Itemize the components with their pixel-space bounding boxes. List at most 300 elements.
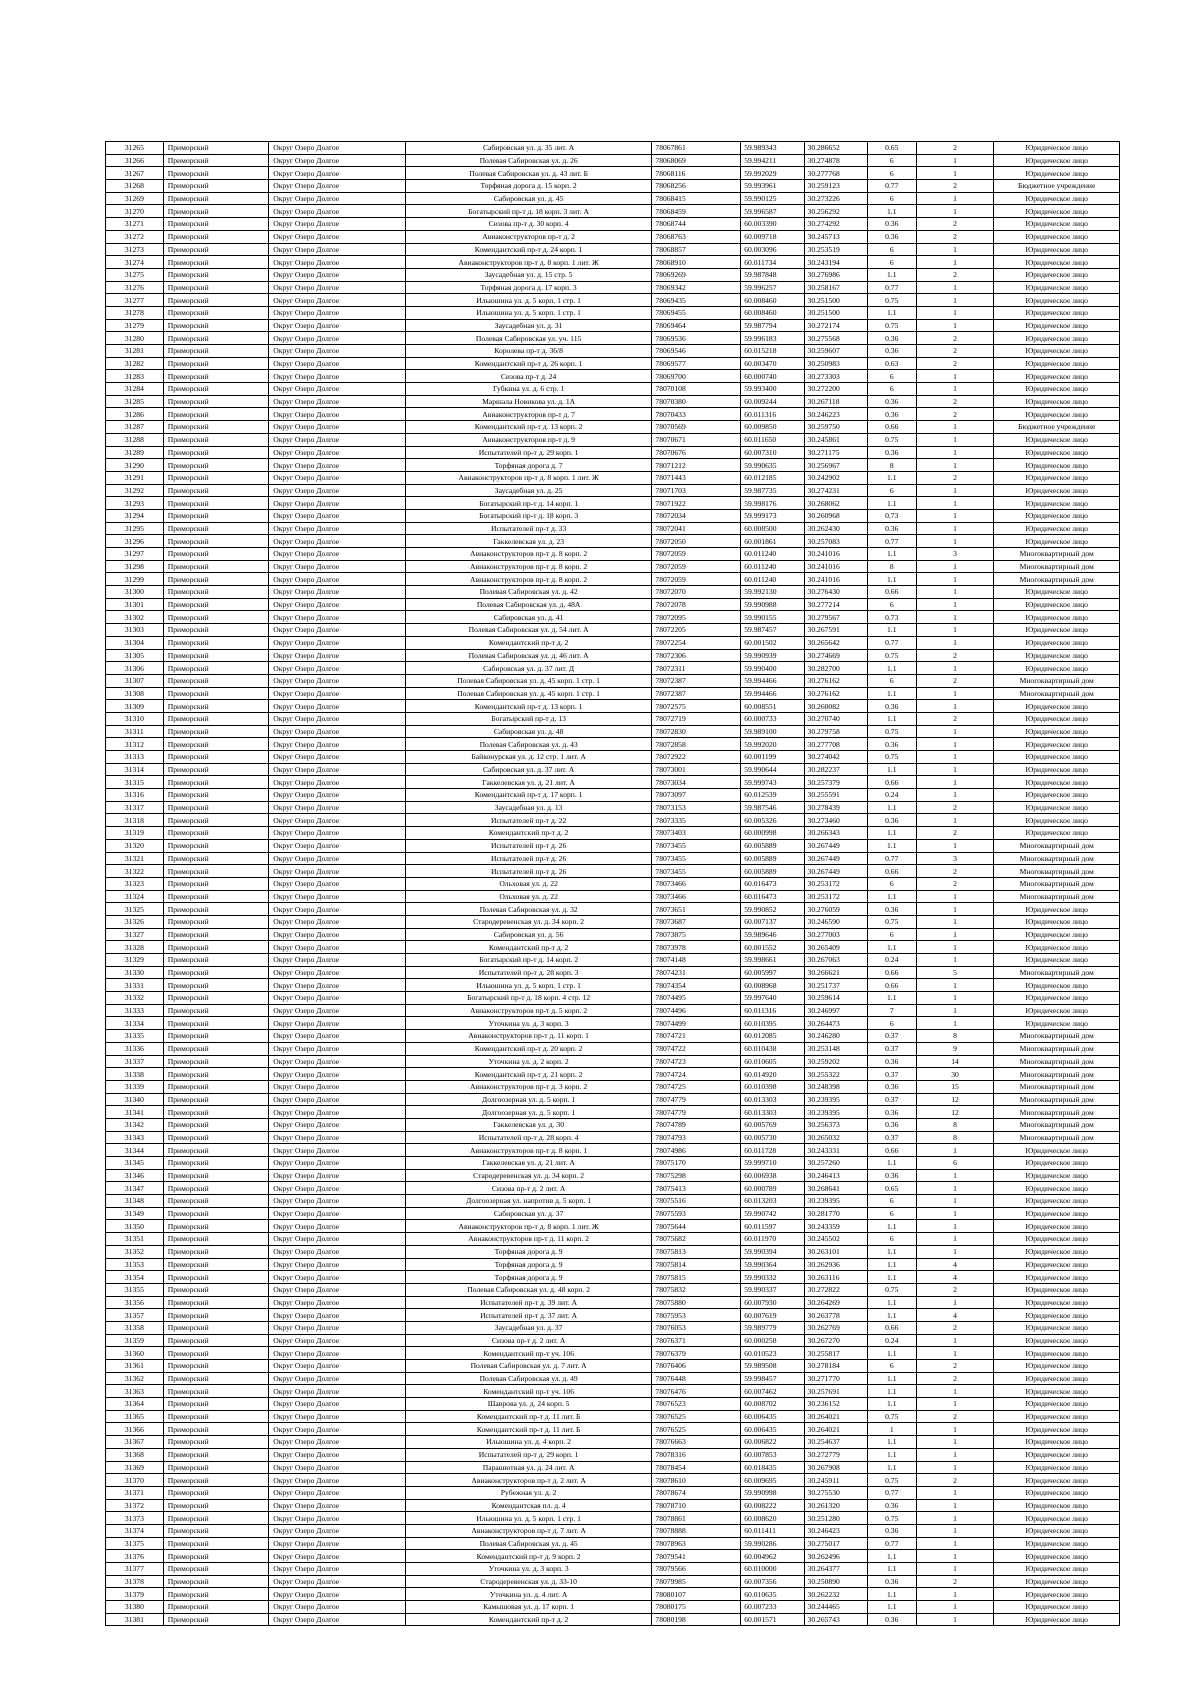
latitude-cell: 60.014920 bbox=[741, 1068, 804, 1081]
row-number: 31310 bbox=[106, 712, 164, 725]
longitude-cell: 30.239395 bbox=[804, 1195, 867, 1208]
owner-type-cell: Юридическое лицо bbox=[994, 751, 1120, 764]
owner-type-cell: Юридическое лицо bbox=[994, 915, 1120, 928]
latitude-cell: 59.990394 bbox=[741, 1245, 804, 1258]
owner-type-cell: Юридическое лицо bbox=[994, 738, 1120, 751]
object-id-cell: 78078316 bbox=[652, 1448, 741, 1461]
municipality-cell: Округ Озеро Долгое bbox=[269, 1588, 406, 1601]
count-cell: 1 bbox=[916, 1334, 994, 1347]
longitude-cell: 30.255591 bbox=[804, 789, 867, 802]
volume-cell: 6 bbox=[867, 1360, 916, 1373]
longitude-cell: 30.266621 bbox=[804, 966, 867, 979]
count-cell: 2 bbox=[916, 865, 994, 878]
row-number: 31352 bbox=[106, 1245, 164, 1258]
municipality-cell: Округ Озеро Долгое bbox=[269, 915, 406, 928]
count-cell: 1 bbox=[916, 535, 994, 548]
address-cell: Уточкина ул. д. 3 корп. 3 bbox=[405, 1017, 652, 1030]
owner-type-cell: Юридическое лицо bbox=[994, 712, 1120, 725]
address-cell: Испытателей пр-т д. 22 bbox=[405, 814, 652, 827]
address-cell: Ольховая ул. д. 22 bbox=[405, 890, 652, 903]
address-cell: Комендантский пр-т д. 2 bbox=[405, 941, 652, 954]
address-cell: Комендантский пр-т д. 26 корп. 1 bbox=[405, 357, 652, 370]
count-cell: 1 bbox=[916, 598, 994, 611]
row-number: 31338 bbox=[106, 1068, 164, 1081]
object-id-cell: 78078888 bbox=[652, 1524, 741, 1537]
longitude-cell: 30.262430 bbox=[804, 522, 867, 535]
table-row bbox=[106, 357, 1120, 370]
count-cell: 1 bbox=[916, 890, 994, 903]
address-cell: Сизова пр-т д. 2 лит. А bbox=[405, 1334, 652, 1347]
table-row bbox=[106, 1372, 1120, 1385]
table-row bbox=[106, 154, 1120, 167]
row-number: 31334 bbox=[106, 1017, 164, 1030]
latitude-cell: 59.990852 bbox=[741, 903, 804, 916]
object-id-cell: 78076379 bbox=[652, 1347, 741, 1360]
row-number: 31319 bbox=[106, 827, 164, 840]
district-cell: Приморский bbox=[163, 497, 269, 510]
district-cell: Приморский bbox=[163, 903, 269, 916]
table-row bbox=[106, 1055, 1120, 1068]
district-cell: Приморский bbox=[163, 1448, 269, 1461]
count-cell: 1 bbox=[916, 1017, 994, 1030]
municipality-cell: Округ Озеро Долгое bbox=[269, 319, 406, 332]
row-number: 31330 bbox=[106, 966, 164, 979]
object-id-cell: 78069269 bbox=[652, 268, 741, 281]
latitude-cell: 60.006435 bbox=[741, 1423, 804, 1436]
address-cell: Сабировская ул. д. 37 bbox=[405, 1207, 652, 1220]
object-id-cell: 78068763 bbox=[652, 230, 741, 243]
longitude-cell: 30.259123 bbox=[804, 180, 867, 193]
table-row bbox=[106, 1347, 1120, 1360]
longitude-cell: 30.268641 bbox=[804, 1182, 867, 1195]
latitude-cell: 60.010000 bbox=[741, 1563, 804, 1576]
district-cell: Приморский bbox=[163, 433, 269, 446]
row-number: 31280 bbox=[106, 332, 164, 345]
address-cell: Авиаконструкторов пр-т д. 9 bbox=[405, 433, 652, 446]
count-cell: 1 bbox=[916, 1195, 994, 1208]
count-cell: 2 bbox=[916, 877, 994, 890]
row-number: 31296 bbox=[106, 535, 164, 548]
object-id-cell: 78078861 bbox=[652, 1512, 741, 1525]
owner-type-cell: Юридическое лицо bbox=[994, 1245, 1120, 1258]
table-row bbox=[106, 725, 1120, 738]
row-number: 31298 bbox=[106, 560, 164, 573]
district-cell: Приморский bbox=[163, 776, 269, 789]
district-cell: Приморский bbox=[163, 928, 269, 941]
municipality-cell: Округ Озеро Долгое bbox=[269, 548, 406, 561]
longitude-cell: 30.243359 bbox=[804, 1220, 867, 1233]
row-number: 31364 bbox=[106, 1398, 164, 1411]
longitude-cell: 30.277708 bbox=[804, 738, 867, 751]
address-cell: Авиаконструкторов пр-т д. 2 bbox=[405, 230, 652, 243]
longitude-cell: 30.267449 bbox=[804, 839, 867, 852]
latitude-cell: 59.987735 bbox=[741, 484, 804, 497]
address-cell: Авиаконструкторов пр-т д. 5 корп. 2 bbox=[405, 1004, 652, 1017]
municipality-cell: Округ Озеро Долгое bbox=[269, 154, 406, 167]
latitude-cell: 59.992029 bbox=[741, 167, 804, 180]
table-row bbox=[106, 1613, 1120, 1626]
object-id-cell: 78073466 bbox=[652, 890, 741, 903]
municipality-cell: Округ Озеро Долгое bbox=[269, 1118, 406, 1131]
count-cell: 1 bbox=[916, 243, 994, 256]
volume-cell: 0.75 bbox=[867, 725, 916, 738]
owner-type-cell: Юридическое лицо bbox=[994, 1233, 1120, 1246]
volume-cell: 0.75 bbox=[867, 319, 916, 332]
table-row bbox=[106, 1131, 1120, 1144]
owner-type-cell: Многоквартирный дом bbox=[994, 1093, 1120, 1106]
district-cell: Приморский bbox=[163, 294, 269, 307]
longitude-cell: 30.245502 bbox=[804, 1233, 867, 1246]
count-cell: 1 bbox=[916, 814, 994, 827]
address-cell: Маршала Новикова ул. д. 1А bbox=[405, 395, 652, 408]
longitude-cell: 30.274292 bbox=[804, 218, 867, 231]
object-id-cell: 78072041 bbox=[652, 522, 741, 535]
table-row bbox=[106, 1499, 1120, 1512]
row-number: 31279 bbox=[106, 319, 164, 332]
volume-cell: 1.1 bbox=[867, 801, 916, 814]
owner-type-cell: Юридическое лицо bbox=[994, 1296, 1120, 1309]
longitude-cell: 30.246280 bbox=[804, 1030, 867, 1043]
latitude-cell: 60.011240 bbox=[741, 573, 804, 586]
district-cell: Приморский bbox=[163, 1550, 269, 1563]
district-cell: Приморский bbox=[163, 1283, 269, 1296]
owner-type-cell: Юридическое лицо bbox=[994, 446, 1120, 459]
object-id-cell: 78073875 bbox=[652, 928, 741, 941]
volume-cell: 0.66 bbox=[867, 1321, 916, 1334]
volume-cell: 1.1 bbox=[867, 1550, 916, 1563]
count-cell: 8 bbox=[916, 1131, 994, 1144]
district-cell: Приморский bbox=[163, 180, 269, 193]
object-id-cell: 78074148 bbox=[652, 954, 741, 967]
latitude-cell: 60.001552 bbox=[741, 941, 804, 954]
address-cell: Полевая Сабировская ул. д. 42 bbox=[405, 586, 652, 599]
municipality-cell: Округ Озеро Долгое bbox=[269, 1321, 406, 1334]
volume-cell: 1.1 bbox=[867, 205, 916, 218]
district-cell: Приморский bbox=[163, 1398, 269, 1411]
longitude-cell: 30.277214 bbox=[804, 598, 867, 611]
object-id-cell: 78069577 bbox=[652, 357, 741, 370]
latitude-cell: 60.006938 bbox=[741, 1169, 804, 1182]
address-cell: Ильюшина ул. д. 5 корп. 1 стр. 1 bbox=[405, 1512, 652, 1525]
longitude-cell: 30.262769 bbox=[804, 1321, 867, 1334]
count-cell: 2 bbox=[916, 395, 994, 408]
table-row bbox=[106, 598, 1120, 611]
municipality-cell: Округ Озеро Долгое bbox=[269, 167, 406, 180]
address-cell: Испытателей пр-т д. 37 лит. А bbox=[405, 1309, 652, 1322]
latitude-cell: 60.011597 bbox=[741, 1220, 804, 1233]
address-cell: Комендантский пр-т д. 24 корп. 1 bbox=[405, 243, 652, 256]
address-cell: Ильюшина ул. д. 5 корп. 1 стр. 1 bbox=[405, 294, 652, 307]
volume-cell: 0.75 bbox=[867, 649, 916, 662]
address-cell: Гаккелевская ул. д. 21 лит. А bbox=[405, 776, 652, 789]
municipality-cell: Округ Озеро Долгое bbox=[269, 1461, 406, 1474]
district-cell: Приморский bbox=[163, 383, 269, 396]
latitude-cell: 59.987546 bbox=[741, 801, 804, 814]
owner-type-cell: Юридическое лицо bbox=[994, 1271, 1120, 1284]
municipality-cell: Округ Озеро Долгое bbox=[269, 205, 406, 218]
address-cell: Долгоозерная ул. д. 5 корп. 1 bbox=[405, 1106, 652, 1119]
count-cell: 1 bbox=[916, 687, 994, 700]
row-number: 31317 bbox=[106, 801, 164, 814]
longitude-cell: 30.255322 bbox=[804, 1068, 867, 1081]
table-row bbox=[106, 1423, 1120, 1436]
table-row bbox=[106, 1283, 1120, 1296]
district-cell: Приморский bbox=[163, 662, 269, 675]
longitude-cell: 30.267591 bbox=[804, 624, 867, 637]
volume-cell: 1.1 bbox=[867, 573, 916, 586]
longitude-cell: 30.264269 bbox=[804, 1296, 867, 1309]
count-cell: 2 bbox=[916, 674, 994, 687]
latitude-cell: 59.989508 bbox=[741, 1360, 804, 1373]
table-row bbox=[106, 1398, 1120, 1411]
count-cell: 1 bbox=[916, 205, 994, 218]
owner-type-cell: Многоквартирный дом bbox=[994, 1106, 1120, 1119]
table-row bbox=[106, 484, 1120, 497]
volume-cell: 0.36 bbox=[867, 903, 916, 916]
object-id-cell: 78072034 bbox=[652, 509, 741, 522]
latitude-cell: 60.013303 bbox=[741, 1106, 804, 1119]
owner-type-cell: Юридическое лицо bbox=[994, 1169, 1120, 1182]
volume-cell: 1.1 bbox=[867, 497, 916, 510]
municipality-cell: Округ Озеро Долгое bbox=[269, 1233, 406, 1246]
longitude-cell: 30.264377 bbox=[804, 1563, 867, 1576]
district-cell: Приморский bbox=[163, 1360, 269, 1373]
row-number: 31369 bbox=[106, 1461, 164, 1474]
latitude-cell: 60.003096 bbox=[741, 243, 804, 256]
count-cell: 1 bbox=[916, 611, 994, 624]
longitude-cell: 30.274878 bbox=[804, 154, 867, 167]
volume-cell: 0.75 bbox=[867, 751, 916, 764]
volume-cell: 1.1 bbox=[867, 624, 916, 637]
object-id-cell: 78076525 bbox=[652, 1423, 741, 1436]
object-id-cell: 78074789 bbox=[652, 1118, 741, 1131]
object-id-cell: 78068415 bbox=[652, 192, 741, 205]
volume-cell: 0.24 bbox=[867, 954, 916, 967]
table-row bbox=[106, 1512, 1120, 1525]
object-id-cell: 78073403 bbox=[652, 827, 741, 840]
address-cell: Авиаконструкторов пр-т д. 8 корп. 2 bbox=[405, 573, 652, 586]
longitude-cell: 30.273226 bbox=[804, 192, 867, 205]
latitude-cell: 60.011650 bbox=[741, 433, 804, 446]
owner-type-cell: Юридическое лицо bbox=[994, 294, 1120, 307]
address-cell: Комендантский пр-т д. 11 лит. Б bbox=[405, 1410, 652, 1423]
owner-type-cell: Юридическое лицо bbox=[994, 1360, 1120, 1373]
volume-cell: 6 bbox=[867, 484, 916, 497]
address-cell: Комендантский пр-т д. 13 корп. 1 bbox=[405, 700, 652, 713]
longitude-cell: 30.257260 bbox=[804, 1157, 867, 1170]
municipality-cell: Округ Озеро Долгое bbox=[269, 294, 406, 307]
count-cell: 9 bbox=[916, 1042, 994, 1055]
address-cell: Испытателей пр-т д. 28 корп. 3 bbox=[405, 966, 652, 979]
address-cell: Сизова пр-т д. 2 лит. А bbox=[405, 1182, 652, 1195]
district-cell: Приморский bbox=[163, 865, 269, 878]
owner-type-cell: Юридическое лицо bbox=[994, 1575, 1120, 1588]
address-cell: Полевая Сабировская ул. уч. 115 bbox=[405, 332, 652, 345]
latitude-cell: 60.007137 bbox=[741, 915, 804, 928]
latitude-cell: 60.010398 bbox=[741, 1080, 804, 1093]
count-cell: 2 bbox=[916, 345, 994, 358]
table-row bbox=[106, 1258, 1120, 1271]
municipality-cell: Округ Озеро Долгое bbox=[269, 1220, 406, 1233]
address-cell: Уточкина ул. д. 3 корп. 3 bbox=[405, 1563, 652, 1576]
district-cell: Приморский bbox=[163, 1372, 269, 1385]
municipality-cell: Округ Озеро Долгое bbox=[269, 1042, 406, 1055]
address-cell: Сабировская ул. д. 56 bbox=[405, 928, 652, 941]
district-cell: Приморский bbox=[163, 624, 269, 637]
row-number: 31286 bbox=[106, 408, 164, 421]
district-cell: Приморский bbox=[163, 915, 269, 928]
district-cell: Приморский bbox=[163, 548, 269, 561]
latitude-cell: 60.010395 bbox=[741, 1017, 804, 1030]
volume-cell: 0.36 bbox=[867, 1118, 916, 1131]
object-id-cell: 78069700 bbox=[652, 370, 741, 383]
row-number: 31292 bbox=[106, 484, 164, 497]
longitude-cell: 30.241016 bbox=[804, 573, 867, 586]
longitude-cell: 30.260082 bbox=[804, 700, 867, 713]
municipality-cell: Округ Озеро Долгое bbox=[269, 1195, 406, 1208]
count-cell: 1 bbox=[916, 1144, 994, 1157]
owner-type-cell: Многоквартирный дом bbox=[994, 966, 1120, 979]
row-number: 31363 bbox=[106, 1385, 164, 1398]
district-cell: Приморский bbox=[163, 751, 269, 764]
owner-type-cell: Юридическое лицо bbox=[994, 306, 1120, 319]
address-cell: Торфяная дорога д. 9 bbox=[405, 1271, 652, 1284]
volume-cell: 1.1 bbox=[867, 662, 916, 675]
object-id-cell: 78070569 bbox=[652, 421, 741, 434]
address-cell: Богатырский пр-т д. 14 корп. 2 bbox=[405, 954, 652, 967]
object-id-cell: 78075644 bbox=[652, 1220, 741, 1233]
count-cell: 1 bbox=[916, 624, 994, 637]
longitude-cell: 30.276986 bbox=[804, 268, 867, 281]
municipality-cell: Округ Озеро Долгое bbox=[269, 192, 406, 205]
municipality-cell: Округ Озеро Долгое bbox=[269, 687, 406, 700]
table-row bbox=[106, 1118, 1120, 1131]
owner-type-cell: Юридическое лицо bbox=[994, 167, 1120, 180]
address-cell: Заусадебная ул. д. 13 bbox=[405, 801, 652, 814]
volume-cell: 0.36 bbox=[867, 700, 916, 713]
latitude-cell: 59.996587 bbox=[741, 205, 804, 218]
municipality-cell: Округ Озеро Долгое bbox=[269, 1486, 406, 1499]
count-cell: 1 bbox=[916, 789, 994, 802]
table-row bbox=[106, 167, 1120, 180]
owner-type-cell: Юридическое лицо bbox=[994, 1258, 1120, 1271]
table-row bbox=[106, 497, 1120, 510]
latitude-cell: 59.990364 bbox=[741, 1258, 804, 1271]
count-cell: 1 bbox=[916, 915, 994, 928]
row-number: 31303 bbox=[106, 624, 164, 637]
object-id-cell: 78069546 bbox=[652, 345, 741, 358]
longitude-cell: 30.246223 bbox=[804, 408, 867, 421]
row-number: 31300 bbox=[106, 586, 164, 599]
volume-cell: 0.36 bbox=[867, 1055, 916, 1068]
owner-type-cell: Юридическое лицо bbox=[994, 1499, 1120, 1512]
address-cell: Богатырский пр-т д. 18 корп. 3 лит. А bbox=[405, 205, 652, 218]
latitude-cell: 60.011970 bbox=[741, 1233, 804, 1246]
object-id-cell: 78074724 bbox=[652, 1068, 741, 1081]
volume-cell: 1.1 bbox=[867, 1271, 916, 1284]
row-number: 31297 bbox=[106, 548, 164, 561]
municipality-cell: Округ Озеро Долгое bbox=[269, 345, 406, 358]
latitude-cell: 60.008968 bbox=[741, 979, 804, 992]
address-cell: Королева пр-т д. 36/8 bbox=[405, 345, 652, 358]
count-cell: 5 bbox=[916, 966, 994, 979]
count-cell: 1 bbox=[916, 1004, 994, 1017]
latitude-cell: 60.005769 bbox=[741, 1118, 804, 1131]
volume-cell: 0.66 bbox=[867, 776, 916, 789]
municipality-cell: Округ Озеро Долгое bbox=[269, 218, 406, 231]
row-number: 31332 bbox=[106, 992, 164, 1005]
volume-cell: 8 bbox=[867, 560, 916, 573]
table-row bbox=[106, 1004, 1120, 1017]
object-id-cell: 78073651 bbox=[652, 903, 741, 916]
row-number: 31379 bbox=[106, 1588, 164, 1601]
object-id-cell: 78069536 bbox=[652, 332, 741, 345]
owner-type-cell: Юридическое лицо bbox=[994, 497, 1120, 510]
count-cell: 2 bbox=[916, 1283, 994, 1296]
volume-cell: 0.36 bbox=[867, 522, 916, 535]
count-cell: 1 bbox=[916, 1499, 994, 1512]
latitude-cell: 59.999743 bbox=[741, 776, 804, 789]
row-number: 31305 bbox=[106, 649, 164, 662]
longitude-cell: 30.267449 bbox=[804, 852, 867, 865]
volume-cell: 1.1 bbox=[867, 1461, 916, 1474]
count-cell: 1 bbox=[916, 1182, 994, 1195]
count-cell: 1 bbox=[916, 1398, 994, 1411]
volume-cell: 6 bbox=[867, 167, 916, 180]
table-row bbox=[106, 687, 1120, 700]
row-number: 31309 bbox=[106, 700, 164, 713]
district-cell: Приморский bbox=[163, 306, 269, 319]
object-id-cell: 78076525 bbox=[652, 1410, 741, 1423]
owner-type-cell: Юридическое лицо bbox=[994, 535, 1120, 548]
address-cell: Сабировская ул. д. 37 лит. Д bbox=[405, 662, 652, 675]
table-row bbox=[106, 903, 1120, 916]
address-cell: Заусадебная ул. д. 37 bbox=[405, 1321, 652, 1334]
table-row bbox=[106, 1537, 1120, 1550]
table-row bbox=[106, 865, 1120, 878]
table-row bbox=[106, 1042, 1120, 1055]
latitude-cell: 60.009244 bbox=[741, 395, 804, 408]
municipality-cell: Округ Озеро Долгое bbox=[269, 230, 406, 243]
owner-type-cell: Юридическое лицо bbox=[994, 611, 1120, 624]
address-cell: Богатырский пр-т д. 18 корп. 4 стр. 12 bbox=[405, 992, 652, 1005]
latitude-cell: 59.999173 bbox=[741, 509, 804, 522]
address-cell: Торфяная дорога д. 9 bbox=[405, 1258, 652, 1271]
municipality-cell: Округ Озеро Долгое bbox=[269, 966, 406, 979]
municipality-cell: Округ Озеро Долгое bbox=[269, 649, 406, 662]
row-number: 31289 bbox=[106, 446, 164, 459]
object-id-cell: 78067861 bbox=[652, 142, 741, 155]
row-number: 31381 bbox=[106, 1613, 164, 1626]
latitude-cell: 60.000258 bbox=[741, 1334, 804, 1347]
row-number: 31324 bbox=[106, 890, 164, 903]
owner-type-cell: Юридическое лицо bbox=[994, 522, 1120, 535]
district-cell: Приморский bbox=[163, 1258, 269, 1271]
latitude-cell: 60.003470 bbox=[741, 357, 804, 370]
longitude-cell: 30.251280 bbox=[804, 1512, 867, 1525]
longitude-cell: 30.282237 bbox=[804, 763, 867, 776]
row-number: 31361 bbox=[106, 1360, 164, 1373]
latitude-cell: 59.989100 bbox=[741, 725, 804, 738]
longitude-cell: 30.241016 bbox=[804, 560, 867, 573]
longitude-cell: 30.246423 bbox=[804, 1524, 867, 1537]
district-cell: Приморский bbox=[163, 1423, 269, 1436]
row-number: 31273 bbox=[106, 243, 164, 256]
table-row bbox=[106, 1563, 1120, 1576]
district-cell: Приморский bbox=[163, 1613, 269, 1626]
address-cell: Ольховая ул. д. 22 bbox=[405, 877, 652, 890]
count-cell: 1 bbox=[916, 903, 994, 916]
